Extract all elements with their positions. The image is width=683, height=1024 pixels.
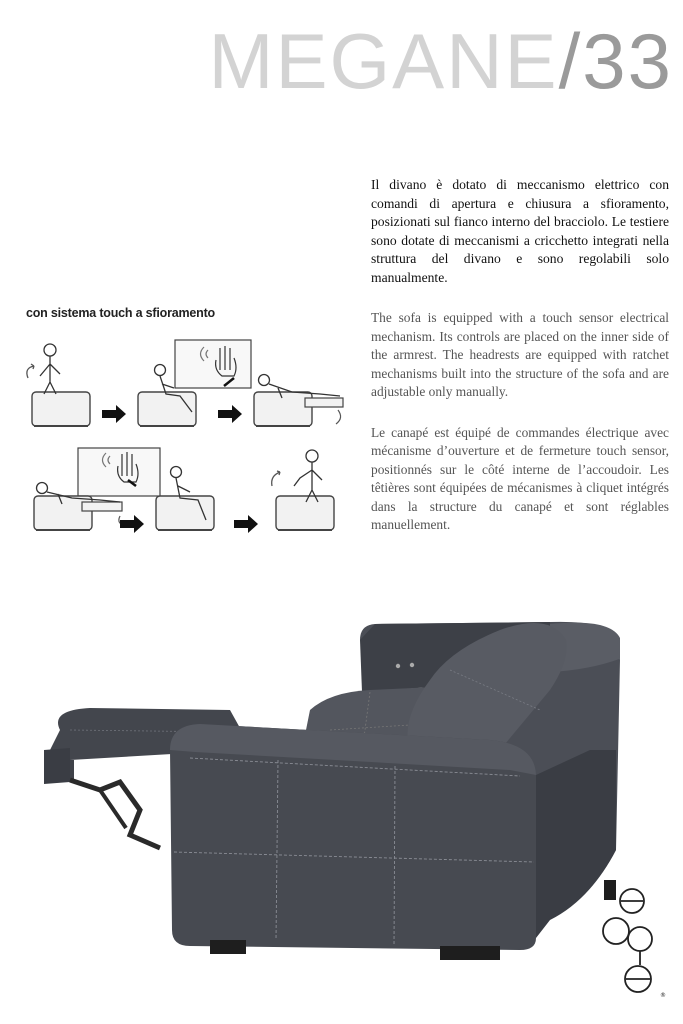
arrow-right-icon <box>218 405 242 423</box>
description-column <box>371 176 669 557</box>
step-5-seated <box>156 467 214 531</box>
person-standing-icon <box>27 344 60 394</box>
arrow-right-icon <box>102 405 126 423</box>
step-6-standing <box>272 450 334 530</box>
step-1-standing <box>27 344 90 426</box>
touch-mechanism-diagram <box>20 330 350 540</box>
description-italian: Il divano è dotato di meccanismo elettrico con comandi di apertura e chiusura a sfioramento, posizionati sul fianco interno del bracciolo. Le testiere sono dotate di meccanismi a cricchetto integrati nella struttura del divano e sono regolabili solo manualmente. <box>371 177 669 285</box>
description-french: Le canapé est équipé de commandes électrique avec mécanisme d’ouverture et de fermeture touch sensor, positionnés sur le côté interne de l’accoudoir. Les têtières sont équipées de mécanismes à cliquet intégrés dans la structure du canapé et sont réglables manuellement. <box>371 424 669 532</box>
step-4-touch-close <box>34 448 160 530</box>
brand-logo-icon <box>598 885 670 1000</box>
description-english: The sofa is equipped with a touch sensor electrical mechanism. Its controls are placed on the inner side of the armrest. The headrests are equipped with ratchet mechanisms built into the structure of the sofa and are adjustable only manually. <box>371 310 669 399</box>
arrow-right-icon <box>234 515 258 533</box>
page-title <box>208 17 674 105</box>
model-name: MEGANE <box>208 17 559 105</box>
title-slash: / <box>558 17 583 105</box>
model-number: 33 <box>582 17 673 105</box>
arrow-right-icon <box>120 515 144 533</box>
sofa-product-image <box>30 600 620 970</box>
diagram-caption: con sistema touch a sfioramento <box>26 306 215 320</box>
step-3-reclined <box>254 375 343 427</box>
svg-text:®: ® <box>660 992 666 999</box>
